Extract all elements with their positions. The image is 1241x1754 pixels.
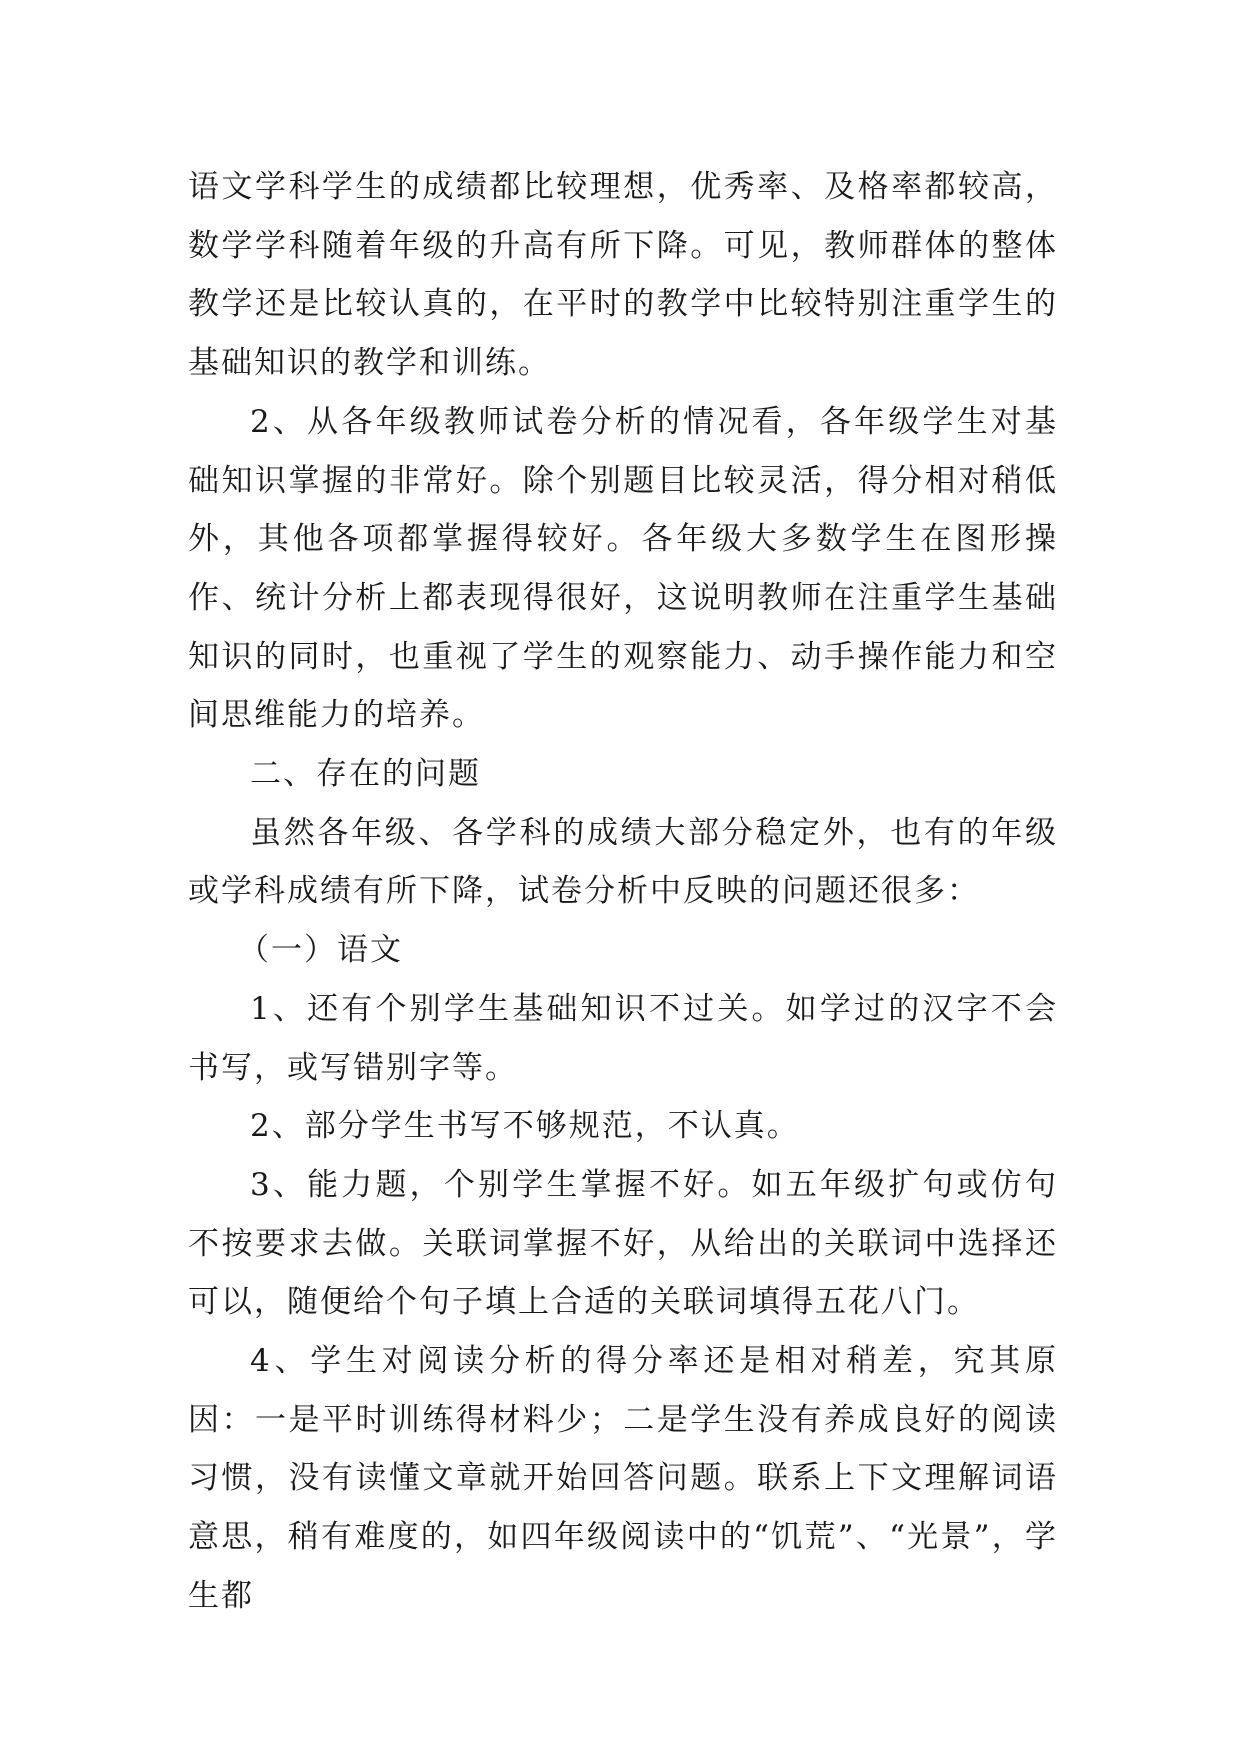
paragraph-problem-2: 2、部分学生书写不够规范，不认真。	[250, 1108, 800, 1145]
paragraph-problem-3: 3、能力题，个别学生掌握不好。如五年级扩句或仿句不按要求去做。关联词掌握不好，从给出的关联词中选择还可以，随便给个句子填上合适的关联词填得五花八门。	[188, 1166, 1058, 1321]
subsection-heading-chinese: （一）语文	[238, 932, 403, 969]
paragraph-problem-1: 1、还有个别学生基础知识不过关。如学过的汉字不会书写，或写错别字等。	[188, 990, 1058, 1086]
paragraph-item-2: 2、从各年级教师试卷分析的情况看，各年级学生对基础知识掌握的非常好。除个别题目比较灵活，得分相对稍低外，其他各项都掌握得较好。各年级大多数学生在图形操作、统计分析上都表现得很好，这说明教师在注重学生基础知识的同时，也重视了学生的观察能力、动手操作能力和空间思维能力的培养。	[188, 403, 1058, 734]
paragraph-problem-4: 4、学生对阅读分析的得分率还是相对稍差，究其原因：一是平时训练得材料少；二是学生没有养成良好的阅读习惯，没有读懂文章就开始回答问题。联系上下文理解词语意思，稍有难度的，如四年级阅读中的“饥荒”、“光景”，学生都	[188, 1343, 1058, 1614]
paragraph-continuation: 语文学科学生的成绩都比较理想，优秀率、及格率都较高，数学学科随着年级的升高有所下降。可见，教师群体的整体教学还是比较认真的，在平时的教学中比较特别注重学生的基础知识的教学和训练。	[188, 169, 1058, 382]
section-heading-problems: 二、存在的问题	[250, 756, 481, 793]
document-body	[188, 158, 1058, 1626]
paragraph-intro: 虽然各年级、各学科的成绩大部分稳定外，也有的年级或学科成绩有所下降，试卷分析中反映的问题还很多：	[188, 814, 1058, 910]
